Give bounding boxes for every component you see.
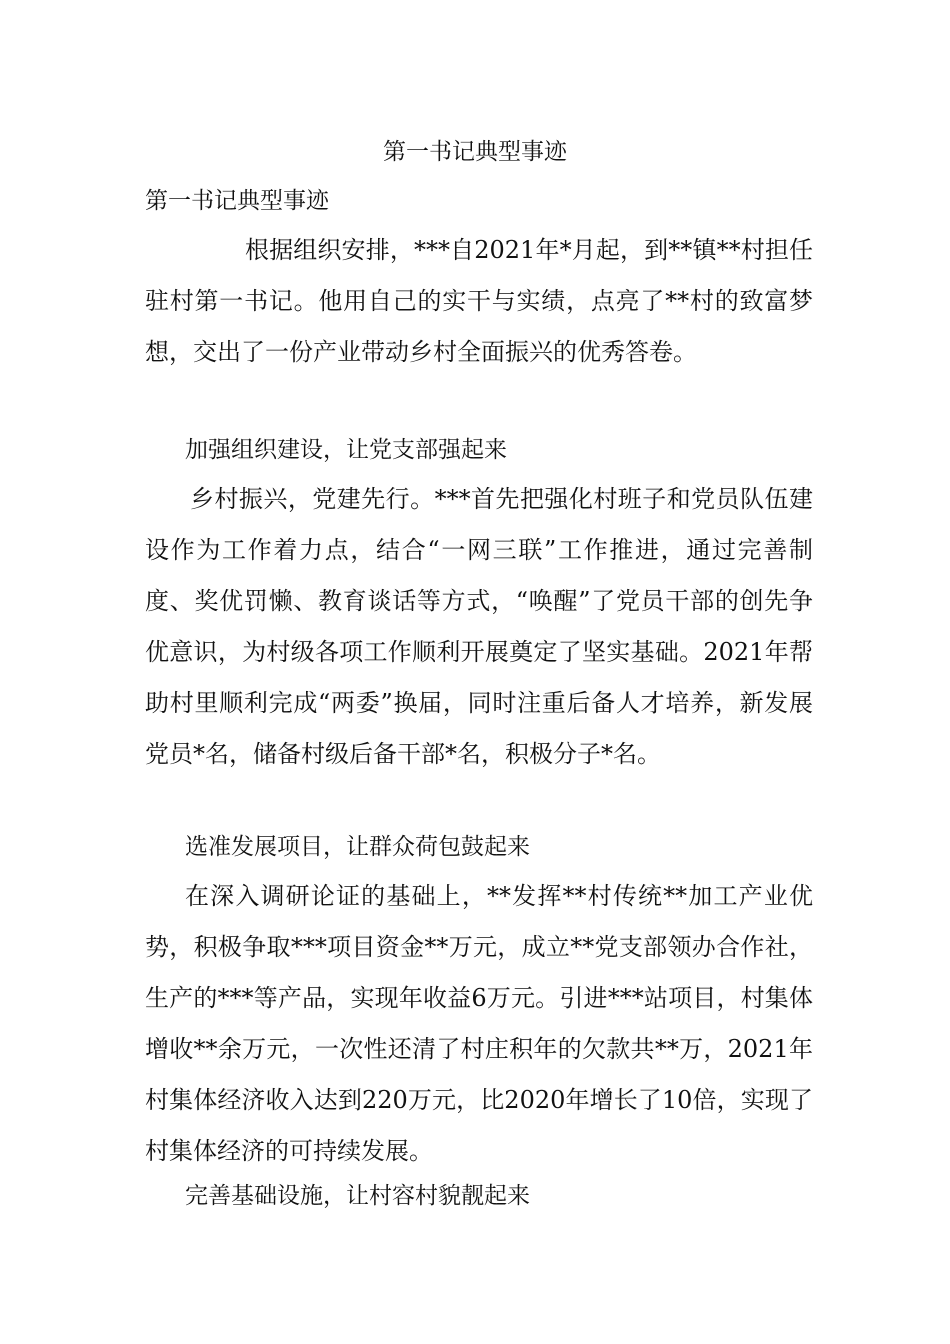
section-heading-infrastructure: 完善基础设施，让村容村貌靓起来 — [185, 1183, 530, 1209]
section-heading-organization: 加强组织建设，让党支部强起来 — [185, 437, 507, 463]
paragraph-projects: 在深入调研论证的基础上，**发挥**村传统**加工产业优势，积极争取***项目资金**万元，成立**党支部领办合作社，生产的***等产品，实现年收益6万元。引进***站项目，村集体增收**余万元，一次性还清了村庄积年的欠款共**万，2021年村集体经济收入达到220万元，比2020年增长了10倍，实现了村集体经济的可持续发展。 — [145, 882, 813, 1165]
document-subtitle: 第一书记典型事迹 — [145, 188, 329, 214]
paragraph-intro: 根据组织安排，***自2021年*月起，到**镇**村担任驻村第一书记。他用自己的实干与实绩，点亮了**村的致富梦想，交出了一份产业带动乡村全面振兴的优秀答卷。 — [145, 236, 813, 366]
paragraph-organization: 乡村振兴，党建先行。***首先把强化村班子和党员队伍建设作为工作着力点，结合“一网三联”工作推进，通过完善制度、奖优罚懒、教育谈话等方式，“唤醒”了党员干部的创先争优意识，为村级各项工作顺利开展奠定了坚实基础。2021年帮助村里顺利完成“两委”换届，同时注重后备人才培养，新发展党员*名，储备村级后备干部*名，积极分子*名。 — [145, 485, 813, 768]
section-heading-projects: 选准发展项目，让群众荷包鼓起来 — [185, 834, 530, 860]
document-title: 第一书记典型事迹 — [383, 139, 567, 165]
